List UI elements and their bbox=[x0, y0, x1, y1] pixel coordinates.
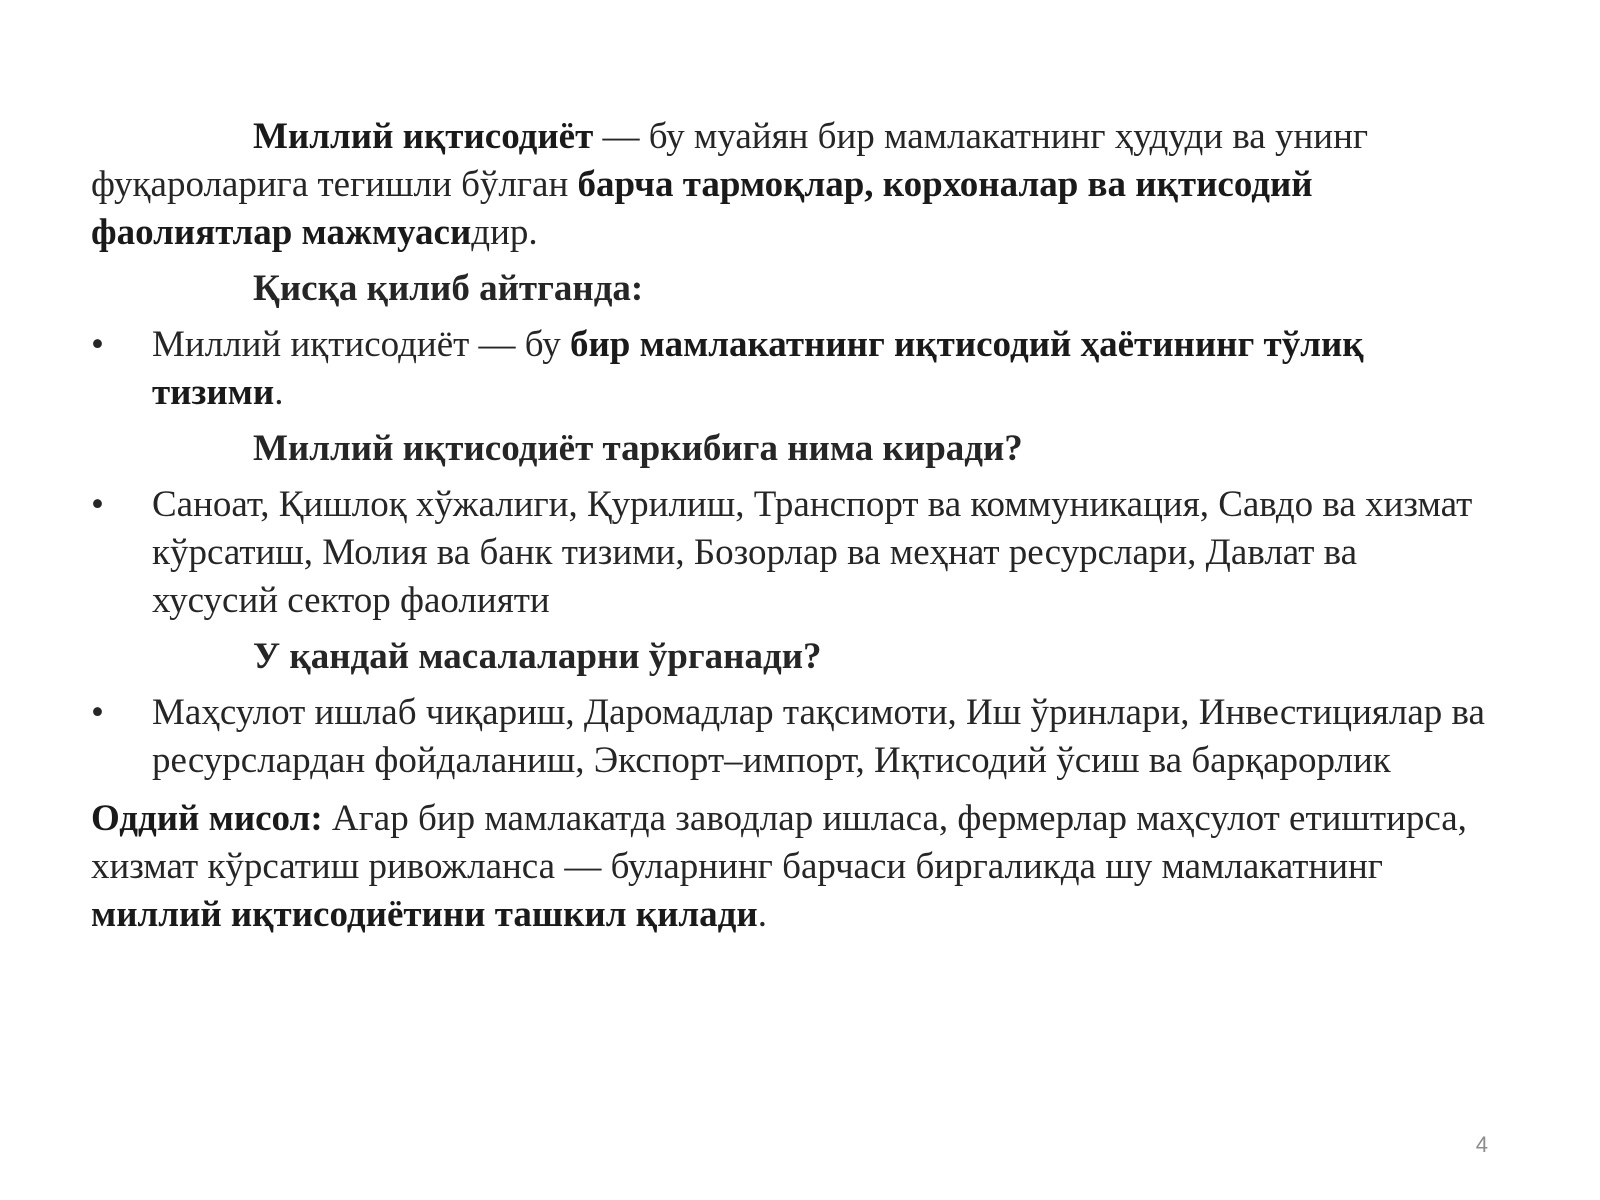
bullet-icon: • bbox=[91, 484, 104, 525]
bullet-bold: бир мамлакатнинг иқтисодий ҳаётининг тўлиқ тизими bbox=[152, 324, 1364, 413]
section-heading-topics: У қандай масалаларни ўрганади? bbox=[253, 636, 822, 677]
section-heading-composition: Миллий иқтисодиёт таркибига нима киради? bbox=[253, 428, 1023, 469]
example-text-1: Агар бир мамлакатда заводлар ишласа, фермерлар маҳсулот етиштирса, хизмат кўрсатиш ривожланса — буларнинг барчаси биргаликда шу мамлакатнинг bbox=[91, 798, 1467, 887]
page-number: 4 bbox=[1475, 1132, 1488, 1157]
bullet-icon: • bbox=[91, 692, 104, 733]
bullet-text: Маҳсулот ишлаб чиқариш, Даромадлар тақсимоти, Иш ўринлари, Инвестициялар ва ресурслардан фойдаланиш, Экспорт–импорт, Иқтисодий ўсиш ва барқарорлик bbox=[152, 692, 1485, 781]
intro-bold: барча тармоқлар, корхоналар ва иқтисодий фаолиятлар мажмуаси bbox=[91, 164, 1313, 253]
bullet-text-2: . bbox=[274, 372, 284, 413]
section-heading-short: Қисқа қилиб айтганда: bbox=[253, 268, 644, 309]
bullet-item-topics bbox=[91, 689, 1491, 785]
slide-body bbox=[91, 113, 1491, 939]
bullet-item-definition bbox=[91, 321, 1491, 417]
bullet-icon: • bbox=[91, 324, 104, 365]
example-text-2: . bbox=[757, 894, 767, 935]
example-label: Оддий мисол: bbox=[91, 798, 323, 839]
example-paragraph bbox=[91, 795, 1491, 939]
intro-term: Миллий иқтисодиёт bbox=[253, 116, 594, 157]
bullet-item-composition bbox=[91, 481, 1491, 625]
intro-paragraph bbox=[91, 113, 1491, 257]
bullet-text: Саноат, Қишлоқ хўжалиги, Қурилиш, Транспорт ва коммуникация, Савдо ва хизмат кўрсатиш, Молия ва банк тизими, Бозорлар ва меҳнат ресурслари, Давлат ва хусусий сектор фаолияти bbox=[152, 484, 1473, 621]
intro-text-1: — бу муайян бир мамлакатнинг ҳудуди ва унинг фуқароларига тегишли бўлган bbox=[91, 116, 1369, 205]
example-bold: миллий иқтисодиётини ташкил қилади bbox=[91, 894, 758, 935]
bullet-text-1: Миллий иқтисодиёт — бу bbox=[152, 324, 570, 365]
intro-text-2: дир. bbox=[471, 212, 538, 253]
